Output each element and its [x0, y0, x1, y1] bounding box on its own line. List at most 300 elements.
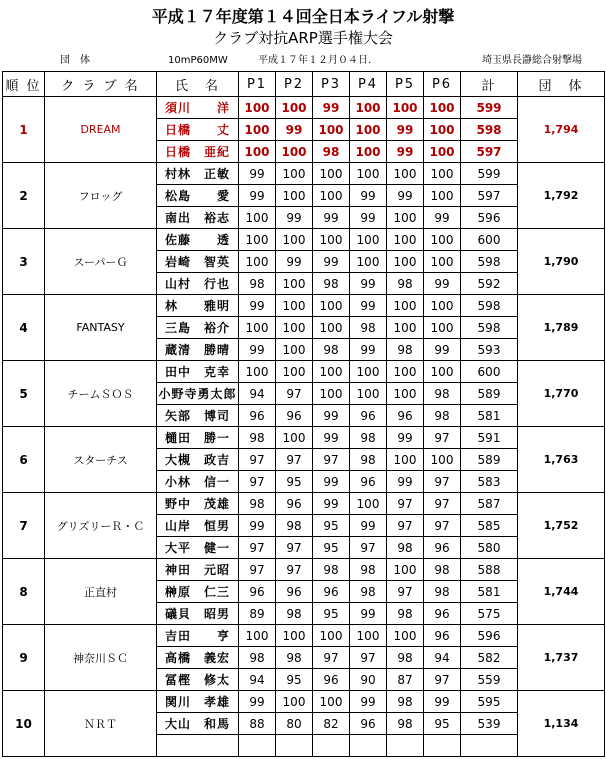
score-p1: 100: [239, 141, 276, 163]
shooter-name: 蔵清 勝晴: [157, 339, 239, 361]
score-p6: 97: [424, 471, 461, 493]
club-name: チームＳＯＳ: [45, 361, 157, 427]
score-p2: 98: [276, 647, 313, 669]
score-p6: 97: [424, 669, 461, 691]
shooter-total: 598: [461, 295, 518, 317]
shooter-total: 585: [461, 515, 518, 537]
score-p2: 95: [276, 669, 313, 691]
club-name: 神奈川ＳＣ: [45, 625, 157, 691]
score-p4: 99: [350, 185, 387, 207]
score-p3: 100: [313, 229, 350, 251]
score-p3: 98: [313, 141, 350, 163]
score-p3: 100: [313, 295, 350, 317]
score-p2: 100: [276, 691, 313, 713]
score-p5: 100: [387, 251, 424, 273]
shooter-total: 581: [461, 581, 518, 603]
score-p3: 97: [313, 647, 350, 669]
rank-cell: 5: [3, 361, 45, 427]
score-p4: 96: [350, 713, 387, 735]
shooter-total: 599: [461, 97, 518, 119]
score-p3: 95: [313, 537, 350, 559]
info-event: 10mP60MW: [168, 55, 228, 66]
table-row: [3, 493, 605, 515]
score-p1: 94: [239, 669, 276, 691]
score-p5: 98: [387, 537, 424, 559]
club-name: DREAM: [45, 97, 157, 163]
score-p6: 100: [424, 141, 461, 163]
score-p4: 97: [350, 647, 387, 669]
score-p3: 99: [313, 405, 350, 427]
shooter-total: 539: [461, 713, 518, 735]
score-p2: [276, 735, 313, 757]
score-p6: 98: [424, 405, 461, 427]
score-p2: 100: [276, 97, 313, 119]
score-p4: 97: [350, 537, 387, 559]
score-p4: 98: [350, 581, 387, 603]
score-p4: 100: [350, 625, 387, 647]
club-name: スターチス: [45, 427, 157, 493]
shooter-name: 大平 健一: [157, 537, 239, 559]
score-p3: 100: [313, 119, 350, 141]
score-p2: 100: [276, 625, 313, 647]
team-total: 1,790: [518, 229, 605, 295]
score-p4: 98: [350, 559, 387, 581]
shooter-name: 村林 正敏: [157, 163, 239, 185]
score-p2: 100: [276, 427, 313, 449]
shooter-name: 日橋 丈: [157, 119, 239, 141]
shooter-name: 冨樫 修太: [157, 669, 239, 691]
score-p3: 99: [313, 471, 350, 493]
score-p4: 99: [350, 515, 387, 537]
score-p5: 98: [387, 647, 424, 669]
header-p2: P2: [276, 72, 313, 97]
rank-cell: 8: [3, 559, 45, 625]
score-p2: 97: [276, 559, 313, 581]
score-p2: 100: [276, 185, 313, 207]
score-p1: 100: [239, 97, 276, 119]
score-p5: 99: [387, 427, 424, 449]
shooter-total: 581: [461, 405, 518, 427]
page-title: 平成１７年度第１４回全日本ライフル射撃: [151, 7, 455, 26]
score-p1: 96: [239, 581, 276, 603]
score-p4: 98: [350, 427, 387, 449]
score-p5: 99: [387, 141, 424, 163]
score-p6: 97: [424, 515, 461, 537]
score-p6: 100: [424, 251, 461, 273]
rank-cell: 1: [3, 97, 45, 163]
score-p1: 100: [239, 229, 276, 251]
score-p3: [313, 735, 350, 757]
table-row: [3, 427, 605, 449]
team-total: 1,792: [518, 163, 605, 229]
score-p5: 97: [387, 515, 424, 537]
score-p6: 96: [424, 537, 461, 559]
score-p5: 98: [387, 713, 424, 735]
score-p3: 100: [313, 317, 350, 339]
score-p5: 100: [387, 559, 424, 581]
score-p1: 100: [239, 251, 276, 273]
score-p4: 100: [350, 383, 387, 405]
team-total: 1,134: [518, 691, 605, 757]
header-p5: P5: [387, 72, 424, 97]
score-p2: 100: [276, 141, 313, 163]
header-name: 氏 名: [157, 72, 239, 97]
rank-cell: 6: [3, 427, 45, 493]
score-p2: 96: [276, 493, 313, 515]
team-total: 1,744: [518, 559, 605, 625]
score-p5: 87: [387, 669, 424, 691]
info-date: 平成１７年１２月０４日.: [258, 55, 372, 66]
score-p4: 100: [350, 251, 387, 273]
score-p1: 99: [239, 163, 276, 185]
score-p2: 97: [276, 537, 313, 559]
shooter-name: 吉田 亨: [157, 625, 239, 647]
score-p1: 100: [239, 317, 276, 339]
score-p2: 100: [276, 229, 313, 251]
score-p6: 100: [424, 361, 461, 383]
table-row: [3, 691, 605, 713]
score-p4: 98: [350, 317, 387, 339]
score-p1: 99: [239, 691, 276, 713]
team-total: 1,770: [518, 361, 605, 427]
score-p6: 94: [424, 647, 461, 669]
shooter-total: 593: [461, 339, 518, 361]
shooter-total: 582: [461, 647, 518, 669]
shooter-total: 592: [461, 273, 518, 295]
rank-cell: 4: [3, 295, 45, 361]
shooter-name: 大山 和馬: [157, 713, 239, 735]
shooter-name: 野中 茂雄: [157, 493, 239, 515]
table-row: [3, 625, 605, 647]
shooter-total: 589: [461, 383, 518, 405]
header-club: ク ラ ブ 名: [45, 72, 157, 97]
score-p2: 99: [276, 207, 313, 229]
score-p2: 100: [276, 273, 313, 295]
score-p4: 90: [350, 669, 387, 691]
info-category: 団 体: [60, 55, 90, 66]
score-p5: 100: [387, 163, 424, 185]
score-p2: 97: [276, 449, 313, 471]
header-p3: P3: [313, 72, 350, 97]
shooter-total: 583: [461, 471, 518, 493]
club-name: FANTASY: [45, 295, 157, 361]
score-p5: 99: [387, 471, 424, 493]
table-row: [3, 163, 605, 185]
score-p4: 100: [350, 229, 387, 251]
score-p6: 100: [424, 163, 461, 185]
club-name: ＮＲＴ: [45, 691, 157, 757]
score-p4: 99: [350, 691, 387, 713]
shooter-name: 松島 愛: [157, 185, 239, 207]
club-name: グリズリーＲ・Ｃ: [45, 493, 157, 559]
shooter-name: 神田 元昭: [157, 559, 239, 581]
score-p6: 100: [424, 185, 461, 207]
score-p3: 95: [313, 515, 350, 537]
team-total: 1,752: [518, 493, 605, 559]
score-p3: 99: [313, 207, 350, 229]
shooter-total: 596: [461, 625, 518, 647]
score-p6: [424, 735, 461, 757]
score-p6: 99: [424, 339, 461, 361]
score-p1: 99: [239, 185, 276, 207]
score-p1: 98: [239, 427, 276, 449]
score-p1: 100: [239, 119, 276, 141]
score-p4: 99: [350, 603, 387, 625]
table-row: [3, 229, 605, 251]
results-body: [3, 97, 605, 757]
score-p4: 96: [350, 471, 387, 493]
score-p1: 98: [239, 647, 276, 669]
header-rank: 順 位: [3, 72, 45, 97]
table-row: [3, 361, 605, 383]
score-p6: 100: [424, 119, 461, 141]
score-p1: 88: [239, 713, 276, 735]
score-p5: 100: [387, 383, 424, 405]
score-p1: 96: [239, 405, 276, 427]
shooter-name: 高橋 義宏: [157, 647, 239, 669]
score-p1: 97: [239, 559, 276, 581]
team-total: 1,763: [518, 427, 605, 493]
score-p5: 100: [387, 207, 424, 229]
rank-cell: 3: [3, 229, 45, 295]
score-p3: 82: [313, 713, 350, 735]
score-p1: [239, 735, 276, 757]
shooter-name: 小野寺勇太郎: [157, 383, 239, 405]
rank-cell: 10: [3, 691, 45, 757]
table-row: [3, 295, 605, 317]
score-p6: 98: [424, 383, 461, 405]
score-p2: 96: [276, 405, 313, 427]
rank-cell: 2: [3, 163, 45, 229]
score-p4: 100: [350, 163, 387, 185]
header-sum: 計: [461, 72, 518, 97]
shooter-name: 矢部 博司: [157, 405, 239, 427]
score-p3: 96: [313, 669, 350, 691]
shooter-name: 南出 裕志: [157, 207, 239, 229]
score-p1: 94: [239, 383, 276, 405]
shooter-total: 599: [461, 163, 518, 185]
score-p2: 99: [276, 251, 313, 273]
shooter-total: 600: [461, 229, 518, 251]
shooter-name: 山村 行也: [157, 273, 239, 295]
score-p6: 96: [424, 625, 461, 647]
score-p3: 98: [313, 559, 350, 581]
shooter-name: 山岸 恒男: [157, 515, 239, 537]
score-p5: 100: [387, 449, 424, 471]
page-subtitle: クラブ対抗ARP選手権大会: [213, 29, 393, 47]
score-p3: 98: [313, 273, 350, 295]
score-p5: 96: [387, 405, 424, 427]
score-p4: 99: [350, 339, 387, 361]
shooter-total: 598: [461, 251, 518, 273]
shooter-name: 田中 克幸: [157, 361, 239, 383]
shooter-total: 598: [461, 317, 518, 339]
score-p4: 100: [350, 493, 387, 515]
shooter-name: 礒貝 昭男: [157, 603, 239, 625]
score-p6: 99: [424, 207, 461, 229]
table-row: [3, 97, 605, 119]
score-p1: 98: [239, 273, 276, 295]
score-p4: 99: [350, 273, 387, 295]
score-p6: 100: [424, 449, 461, 471]
shooter-total: 597: [461, 141, 518, 163]
score-p6: 99: [424, 691, 461, 713]
shooter-total: 598: [461, 119, 518, 141]
score-p5: 98: [387, 691, 424, 713]
shooter-name: 榊原 仁三: [157, 581, 239, 603]
score-p2: 100: [276, 163, 313, 185]
score-p2: 80: [276, 713, 313, 735]
shooter-name: 関川 孝雄: [157, 691, 239, 713]
score-p3: 100: [313, 163, 350, 185]
score-p6: 100: [424, 97, 461, 119]
score-p4: 100: [350, 361, 387, 383]
score-p2: 95: [276, 471, 313, 493]
score-p2: 100: [276, 317, 313, 339]
shooter-total: 589: [461, 449, 518, 471]
score-p1: 100: [239, 625, 276, 647]
shooter-name: 大槻 政吉: [157, 449, 239, 471]
score-p3: 100: [313, 691, 350, 713]
header-p4: P4: [350, 72, 387, 97]
score-p1: 97: [239, 537, 276, 559]
score-p5: 100: [387, 317, 424, 339]
rank-cell: 7: [3, 493, 45, 559]
shooter-total: 600: [461, 361, 518, 383]
club-name: フロッグ: [45, 163, 157, 229]
score-p4: 100: [350, 141, 387, 163]
team-total: 1,794: [518, 97, 605, 163]
score-p5: [387, 735, 424, 757]
score-p6: 100: [424, 229, 461, 251]
score-p2: 98: [276, 603, 313, 625]
score-p2: 100: [276, 339, 313, 361]
score-p1: 89: [239, 603, 276, 625]
score-p3: 100: [313, 625, 350, 647]
shooter-name: 三島 裕介: [157, 317, 239, 339]
shooter-name: 佐藤 透: [157, 229, 239, 251]
shooter-total: 575: [461, 603, 518, 625]
rank-cell: 9: [3, 625, 45, 691]
results-table: [2, 71, 605, 757]
score-p2: 99: [276, 119, 313, 141]
score-p5: 97: [387, 493, 424, 515]
shooter-total: 596: [461, 207, 518, 229]
score-p1: 99: [239, 515, 276, 537]
score-p6: 97: [424, 427, 461, 449]
header-row: [3, 72, 605, 97]
score-p5: 100: [387, 361, 424, 383]
score-p4: 99: [350, 295, 387, 317]
score-p4: 99: [350, 207, 387, 229]
score-p5: 100: [387, 625, 424, 647]
score-p1: 99: [239, 295, 276, 317]
score-p3: 95: [313, 603, 350, 625]
shooter-total: 595: [461, 691, 518, 713]
score-p4: 98: [350, 449, 387, 471]
score-p5: 100: [387, 97, 424, 119]
shooter-total: 591: [461, 427, 518, 449]
score-p2: 96: [276, 581, 313, 603]
score-p3: 100: [313, 185, 350, 207]
shooter-name: [157, 735, 239, 757]
score-p2: 100: [276, 361, 313, 383]
score-p6: 97: [424, 493, 461, 515]
team-total: 1,737: [518, 625, 605, 691]
score-p5: 97: [387, 581, 424, 603]
score-p6: 96: [424, 603, 461, 625]
score-p6: 100: [424, 317, 461, 339]
header-p1: P1: [239, 72, 276, 97]
shooter-total: 559: [461, 669, 518, 691]
score-p6: 98: [424, 559, 461, 581]
score-p1: 97: [239, 449, 276, 471]
shooter-name: 小林 信一: [157, 471, 239, 493]
score-p4: 96: [350, 405, 387, 427]
table-row: [3, 559, 605, 581]
score-p5: 98: [387, 339, 424, 361]
shooter-total: 597: [461, 185, 518, 207]
header-team-total: 団 体: [518, 72, 605, 97]
score-p2: 97: [276, 383, 313, 405]
club-name: スーパーＧ: [45, 229, 157, 295]
score-p1: 99: [239, 339, 276, 361]
score-p3: 100: [313, 383, 350, 405]
score-p6: 95: [424, 713, 461, 735]
score-p3: 99: [313, 251, 350, 273]
score-p5: 98: [387, 603, 424, 625]
score-p1: 98: [239, 493, 276, 515]
score-p4: [350, 735, 387, 757]
score-p5: 99: [387, 119, 424, 141]
score-p2: 100: [276, 295, 313, 317]
score-p5: 100: [387, 229, 424, 251]
shooter-name: 林 雅明: [157, 295, 239, 317]
score-p6: 98: [424, 581, 461, 603]
score-p5: 99: [387, 185, 424, 207]
score-p3: 96: [313, 581, 350, 603]
score-p6: 100: [424, 295, 461, 317]
score-p6: 99: [424, 273, 461, 295]
score-p3: 99: [313, 97, 350, 119]
shooter-total: [461, 735, 518, 757]
score-p1: 100: [239, 361, 276, 383]
header-p6: P6: [424, 72, 461, 97]
shooter-name: 須川 洋: [157, 97, 239, 119]
score-p1: 100: [239, 207, 276, 229]
score-p3: 99: [313, 493, 350, 515]
shooter-total: 588: [461, 559, 518, 581]
shooter-name: 日橋 亜紀: [157, 141, 239, 163]
team-total: 1,789: [518, 295, 605, 361]
score-p2: 98: [276, 515, 313, 537]
shooter-total: 580: [461, 537, 518, 559]
score-p4: 100: [350, 97, 387, 119]
shooter-name: 岩崎 智英: [157, 251, 239, 273]
score-p3: 100: [313, 361, 350, 383]
score-p3: 97: [313, 449, 350, 471]
club-name: 正直村: [45, 559, 157, 625]
score-p3: 98: [313, 339, 350, 361]
info-venue: 埼玉県長瀞総合射撃場: [482, 55, 582, 66]
score-p1: 97: [239, 471, 276, 493]
shooter-name: 樋田 勝一: [157, 427, 239, 449]
shooter-total: 587: [461, 493, 518, 515]
score-p3: 99: [313, 427, 350, 449]
score-p5: 100: [387, 295, 424, 317]
score-p5: 98: [387, 273, 424, 295]
score-p4: 100: [350, 119, 387, 141]
